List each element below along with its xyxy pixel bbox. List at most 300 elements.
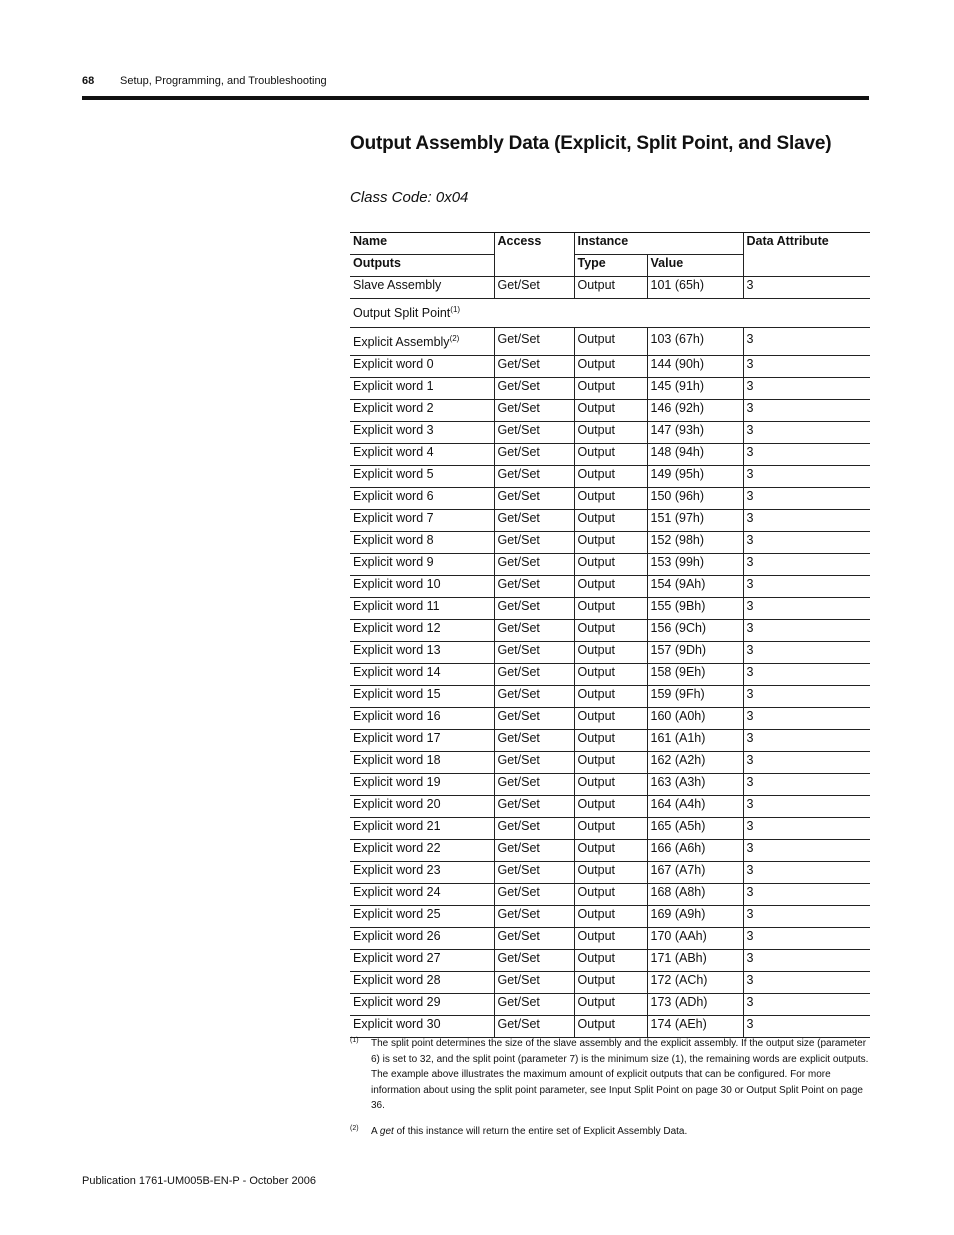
page-title: Output Assembly Data (Explicit, Split Point, and Slave) — [350, 133, 832, 154]
cell-access — [494, 730, 574, 752]
cell-name-text: Output Split Point — [353, 306, 451, 321]
cell-type — [574, 554, 647, 576]
cell-value — [647, 950, 743, 972]
cell-value-text: 162 (A2h) — [650, 753, 706, 767]
cell-name-text: Explicit word 26 — [353, 929, 441, 943]
cell-attr — [743, 994, 870, 1016]
cell-name — [350, 950, 494, 972]
cell-access — [494, 752, 574, 774]
cell-value-text: 144 (90h) — [650, 357, 705, 371]
cell-value — [647, 277, 743, 299]
cell-type-text: Output — [577, 332, 616, 346]
cell-access — [494, 928, 574, 950]
cell-name — [350, 642, 494, 664]
cell-type-text: Output — [577, 379, 616, 393]
cell-value-text: 103 (67h) — [650, 332, 705, 346]
cell-name — [350, 752, 494, 774]
table-row — [350, 532, 870, 554]
cell-name — [350, 972, 494, 994]
cell-value-text: 101 (65h) — [650, 278, 705, 292]
cell-access-text: Get/Set — [497, 278, 540, 292]
footnote-2 — [350, 1124, 870, 1140]
cell-access — [494, 356, 574, 378]
cell-attr — [743, 328, 870, 356]
cell-type-text: Output — [577, 643, 616, 657]
cell-attr-text: 3 — [746, 709, 754, 723]
cell-name-text: Explicit word 22 — [353, 841, 441, 855]
cell-name — [350, 620, 494, 642]
table-row — [350, 466, 870, 488]
cell-value — [647, 862, 743, 884]
cell-type-text: Output — [577, 951, 616, 965]
table-row — [350, 774, 870, 796]
cell-attr-text: 3 — [746, 951, 754, 965]
cell-access-text: Get/Set — [497, 467, 540, 481]
table-row — [350, 510, 870, 532]
cell-access-text: Get/Set — [497, 555, 540, 569]
cell-value-text: 169 (A9h) — [650, 907, 706, 921]
cell-access — [494, 950, 574, 972]
cell-name-text: Explicit word 11 — [353, 599, 440, 613]
cell-type-text: Output — [577, 995, 616, 1009]
cell-value — [647, 488, 743, 510]
cell-type — [574, 840, 647, 862]
cell-type — [574, 378, 647, 400]
cell-type-text: Output — [577, 423, 616, 437]
cell-type — [574, 510, 647, 532]
cell-access — [494, 510, 574, 532]
cell-type — [574, 664, 647, 686]
cell-name-text: Explicit word 1 — [353, 379, 434, 393]
header-rule — [82, 96, 869, 100]
cell-name-text: Explicit word 5 — [353, 467, 434, 481]
footnote-ref: (2) — [449, 334, 460, 343]
cell-value — [647, 598, 743, 620]
cell-type — [574, 488, 647, 510]
cell-value — [647, 400, 743, 422]
cell-attr-text: 3 — [746, 533, 754, 547]
table-row — [350, 642, 870, 664]
cell-access — [494, 796, 574, 818]
cell-access — [494, 532, 574, 554]
cell-name-text: Explicit word 0 — [353, 357, 434, 371]
cell-value — [647, 796, 743, 818]
cell-value — [647, 818, 743, 840]
cell-type-text: Output — [577, 885, 616, 899]
table-row — [350, 598, 870, 620]
cell-type-text: Output — [577, 401, 616, 415]
cell-access — [494, 598, 574, 620]
cell-name-text: Explicit word 6 — [353, 489, 434, 503]
cell-name-text: Explicit word 13 — [353, 643, 441, 657]
cell-type — [574, 774, 647, 796]
cell-attr-text: 3 — [746, 929, 754, 943]
cell-name — [350, 906, 494, 928]
cell-access — [494, 422, 574, 444]
cell-access-text: Get/Set — [497, 665, 540, 679]
footnote-text: of this instance will return the entire set of Explicit Assembly Data. — [393, 1125, 688, 1137]
cell-type-text: Output — [577, 621, 616, 635]
cell-name — [350, 400, 494, 422]
section-title: Setup, Programming, and Troubleshooting — [120, 75, 327, 87]
cell-attr — [743, 818, 870, 840]
header-type: Type — [574, 255, 647, 277]
cell-name-text: Explicit word 25 — [353, 907, 441, 921]
footnote-mark: (1) — [350, 1037, 359, 1044]
cell-type — [574, 1016, 647, 1038]
cell-type — [574, 906, 647, 928]
cell-name-text: Explicit word 30 — [353, 1017, 441, 1031]
cell-value — [647, 928, 743, 950]
footnotes — [350, 1036, 870, 1149]
cell-attr-text: 3 — [746, 1017, 754, 1031]
cell-access-text: Get/Set — [497, 951, 540, 965]
cell-value-text: 167 (A7h) — [650, 863, 706, 877]
cell-access — [494, 862, 574, 884]
cell-access — [494, 378, 574, 400]
cell-type-text: Output — [577, 775, 616, 789]
cell-name-text: Explicit Assembly — [353, 335, 450, 350]
cell-type-text: Output — [577, 731, 616, 745]
cell-attr-text: 3 — [746, 489, 754, 503]
cell-value-text: 154 (9Ah) — [650, 577, 706, 591]
cell-attr-text: 3 — [746, 357, 754, 371]
cell-access — [494, 488, 574, 510]
cell-access-text: Get/Set — [497, 379, 540, 393]
cell-name-text: Explicit word 14 — [353, 665, 441, 679]
cell-type — [574, 928, 647, 950]
cell-type — [574, 994, 647, 1016]
footnote-1 — [350, 1036, 870, 1114]
cell-attr — [743, 576, 870, 598]
cell-attr — [743, 466, 870, 488]
cell-attr — [743, 664, 870, 686]
cell-attr — [743, 378, 870, 400]
cell-attr-text: 3 — [746, 863, 754, 877]
cell-access-text: Get/Set — [497, 775, 540, 789]
table-row — [350, 950, 870, 972]
cell-name — [350, 488, 494, 510]
cell-attr-text: 3 — [746, 278, 754, 292]
cell-access-text: Get/Set — [497, 973, 540, 987]
table-row — [350, 972, 870, 994]
cell-attr-text: 3 — [746, 423, 754, 437]
cell-name — [350, 328, 494, 356]
cell-value-text: 160 (A0h) — [650, 709, 706, 723]
cell-access-text: Get/Set — [497, 643, 540, 657]
cell-type-text: Output — [577, 1017, 616, 1031]
cell-value — [647, 686, 743, 708]
cell-attr — [743, 277, 870, 299]
table-row — [350, 686, 870, 708]
cell-name-text: Explicit word 16 — [353, 709, 441, 723]
cell-access — [494, 972, 574, 994]
cell-value — [647, 972, 743, 994]
cell-type-text: Output — [577, 533, 616, 547]
cell-value-text: 161 (A1h) — [650, 731, 706, 745]
cell-name-text: Explicit word 3 — [353, 423, 434, 437]
cell-attr-text: 3 — [746, 665, 754, 679]
cell-type — [574, 277, 647, 299]
page-header — [82, 73, 869, 89]
table-row — [350, 400, 870, 422]
cell-attr — [743, 730, 870, 752]
cell-attr — [743, 928, 870, 950]
footnote-mark: (2) — [350, 1124, 359, 1132]
table-row — [350, 884, 870, 906]
cell-name-text: Explicit word 29 — [353, 995, 441, 1009]
cell-access-text: Get/Set — [497, 332, 540, 346]
cell-attr — [743, 686, 870, 708]
cell-name-text: Explicit word 28 — [353, 973, 441, 987]
cell-access-text: Get/Set — [497, 885, 540, 899]
cell-access-text: Get/Set — [497, 599, 540, 613]
cell-attr — [743, 488, 870, 510]
table-row — [350, 664, 870, 686]
cell-access — [494, 686, 574, 708]
cell-access — [494, 444, 574, 466]
cell-attr-text: 3 — [746, 819, 754, 833]
cell-name — [350, 277, 494, 299]
cell-type — [574, 598, 647, 620]
cell-value-text: 145 (91h) — [650, 379, 705, 393]
cell-access — [494, 906, 574, 928]
cell-type — [574, 862, 647, 884]
cell-attr — [743, 906, 870, 928]
cell-access — [494, 818, 574, 840]
cell-value — [647, 774, 743, 796]
cell-type-text: Output — [577, 278, 616, 292]
table-row — [350, 444, 870, 466]
cell-type-text: Output — [577, 797, 616, 811]
page-number: 68 — [82, 75, 95, 87]
cell-attr — [743, 642, 870, 664]
cell-access-text: Get/Set — [497, 489, 540, 503]
cell-attr-text: 3 — [746, 687, 754, 701]
header-value: Value — [647, 255, 743, 277]
cell-access-text: Get/Set — [497, 731, 540, 745]
cell-attr — [743, 774, 870, 796]
cell-access-text: Get/Set — [497, 753, 540, 767]
cell-name-text: Explicit word 7 — [353, 511, 434, 525]
cell-value-text: 166 (A6h) — [650, 841, 706, 855]
cell-access-text: Get/Set — [497, 797, 540, 811]
cell-type — [574, 400, 647, 422]
cell-attr — [743, 598, 870, 620]
cell-value — [647, 906, 743, 928]
cell-name — [350, 708, 494, 730]
cell-type-text: Output — [577, 665, 616, 679]
cell-attr — [743, 796, 870, 818]
footnote-ref: (1) — [450, 305, 461, 314]
cell-name-text: Explicit word 21 — [353, 819, 441, 833]
cell-value — [647, 752, 743, 774]
cell-attr — [743, 444, 870, 466]
header-data-attribute: Data Attribute — [743, 233, 870, 277]
class-code-subtitle: Class Code: 0x04 — [350, 189, 469, 206]
cell-access-text: Get/Set — [497, 819, 540, 833]
cell-access-text: Get/Set — [497, 511, 540, 525]
cell-access-text: Get/Set — [497, 533, 540, 547]
cell-access — [494, 400, 574, 422]
cell-name — [350, 730, 494, 752]
cell-attr-text: 3 — [746, 577, 754, 591]
cell-name — [350, 576, 494, 598]
cell-value — [647, 664, 743, 686]
table-row — [350, 752, 870, 774]
cell-access — [494, 708, 574, 730]
cell-attr-text: 3 — [746, 753, 754, 767]
cell-name-text: Explicit word 20 — [353, 797, 441, 811]
cell-type-text: Output — [577, 863, 616, 877]
cell-type-text: Output — [577, 709, 616, 723]
cell-value-text: 173 (ADh) — [650, 995, 708, 1009]
cell-name — [350, 796, 494, 818]
cell-value — [647, 554, 743, 576]
cell-name-text: Explicit word 12 — [353, 621, 441, 635]
table-row — [350, 422, 870, 444]
cell-access-text: Get/Set — [497, 445, 540, 459]
cell-access — [494, 642, 574, 664]
cell-attr — [743, 510, 870, 532]
cell-access — [494, 277, 574, 299]
cell-name — [350, 862, 494, 884]
cell-attr-text: 3 — [746, 555, 754, 569]
cell-type — [574, 642, 647, 664]
table-row — [350, 356, 870, 378]
table-row — [350, 994, 870, 1016]
cell-value — [647, 840, 743, 862]
cell-value-text: 170 (AAh) — [650, 929, 707, 943]
cell-type — [574, 620, 647, 642]
cell-name — [350, 774, 494, 796]
cell-attr-text: 3 — [746, 797, 754, 811]
cell-value-text: 146 (92h) — [650, 401, 705, 415]
cell-access — [494, 466, 574, 488]
cell-value-text: 147 (93h) — [650, 423, 705, 437]
cell-attr-text: 3 — [746, 885, 754, 899]
cell-name-text: Explicit word 24 — [353, 885, 441, 899]
cell-type-text: Output — [577, 819, 616, 833]
cell-value-text: 156 (9Ch) — [650, 621, 707, 635]
cell-value — [647, 620, 743, 642]
cell-attr — [743, 1016, 870, 1038]
cell-access-text: Get/Set — [497, 1017, 540, 1031]
cell-attr-text: 3 — [746, 775, 754, 789]
cell-name — [350, 818, 494, 840]
cell-type-text: Output — [577, 973, 616, 987]
cell-type — [574, 328, 647, 356]
cell-access — [494, 884, 574, 906]
cell-type — [574, 466, 647, 488]
cell-type-text: Output — [577, 929, 616, 943]
cell-name-text: Explicit word 18 — [353, 753, 441, 767]
cell-name-text: Slave Assembly — [353, 278, 442, 292]
page-footer: Publication 1761-UM005B-EN-P - October 2006 — [82, 1175, 316, 1187]
cell-access — [494, 576, 574, 598]
cell-type — [574, 972, 647, 994]
cell-value — [647, 422, 743, 444]
cell-type — [574, 950, 647, 972]
cell-name — [350, 299, 870, 328]
cell-type — [574, 730, 647, 752]
cell-access-text: Get/Set — [497, 423, 540, 437]
cell-value-text: 155 (9Bh) — [650, 599, 706, 613]
header-instance: Instance — [574, 233, 743, 255]
cell-attr-text: 3 — [746, 379, 754, 393]
footnote-text: A — [371, 1125, 380, 1137]
cell-type — [574, 752, 647, 774]
cell-value — [647, 466, 743, 488]
table-row — [350, 277, 870, 299]
table-row — [350, 928, 870, 950]
cell-type-text: Output — [577, 511, 616, 525]
table-row — [350, 840, 870, 862]
cell-name-text: Explicit word 27 — [353, 951, 441, 965]
cell-type — [574, 708, 647, 730]
table-row — [350, 620, 870, 642]
cell-value-text: 152 (98h) — [650, 533, 705, 547]
header-outputs: Outputs — [350, 255, 494, 277]
cell-value — [647, 510, 743, 532]
footnote-emphasis: get — [379, 1125, 394, 1137]
cell-value-text: 164 (A4h) — [650, 797, 706, 811]
cell-access-text: Get/Set — [497, 907, 540, 921]
cell-value-text: 148 (94h) — [650, 445, 705, 459]
cell-name — [350, 554, 494, 576]
cell-value — [647, 994, 743, 1016]
cell-value-text: 158 (9Eh) — [650, 665, 706, 679]
cell-attr — [743, 840, 870, 862]
cell-access — [494, 840, 574, 862]
cell-type-text: Output — [577, 555, 616, 569]
output-assembly-table — [350, 232, 870, 1038]
cell-type — [574, 884, 647, 906]
cell-value — [647, 730, 743, 752]
cell-name — [350, 884, 494, 906]
cell-value-text: 157 (9Dh) — [650, 643, 707, 657]
cell-name-text: Explicit word 9 — [353, 555, 434, 569]
cell-type-text: Output — [577, 489, 616, 503]
cell-type-text: Output — [577, 753, 616, 767]
cell-value — [647, 328, 743, 356]
cell-value-text: 168 (A8h) — [650, 885, 706, 899]
cell-attr — [743, 422, 870, 444]
cell-value-text: 171 (ABh) — [650, 951, 707, 965]
cell-name — [350, 928, 494, 950]
cell-attr-text: 3 — [746, 621, 754, 635]
cell-access-text: Get/Set — [497, 841, 540, 855]
cell-name-text: Explicit word 17 — [353, 731, 441, 745]
cell-access — [494, 1016, 574, 1038]
cell-access-text: Get/Set — [497, 577, 540, 591]
cell-attr — [743, 884, 870, 906]
cell-name — [350, 598, 494, 620]
cell-attr — [743, 752, 870, 774]
cell-name — [350, 422, 494, 444]
cell-type — [574, 818, 647, 840]
cell-name-text: Explicit word 23 — [353, 863, 441, 877]
cell-access-text: Get/Set — [497, 709, 540, 723]
cell-name-text: Explicit word 2 — [353, 401, 434, 415]
cell-value-text: 159 (9Fh) — [650, 687, 705, 701]
cell-name-text: Explicit word 19 — [353, 775, 441, 789]
cell-name-text: Explicit word 4 — [353, 445, 434, 459]
cell-access — [494, 620, 574, 642]
cell-access — [494, 554, 574, 576]
cell-access — [494, 664, 574, 686]
cell-attr-text: 3 — [746, 445, 754, 459]
